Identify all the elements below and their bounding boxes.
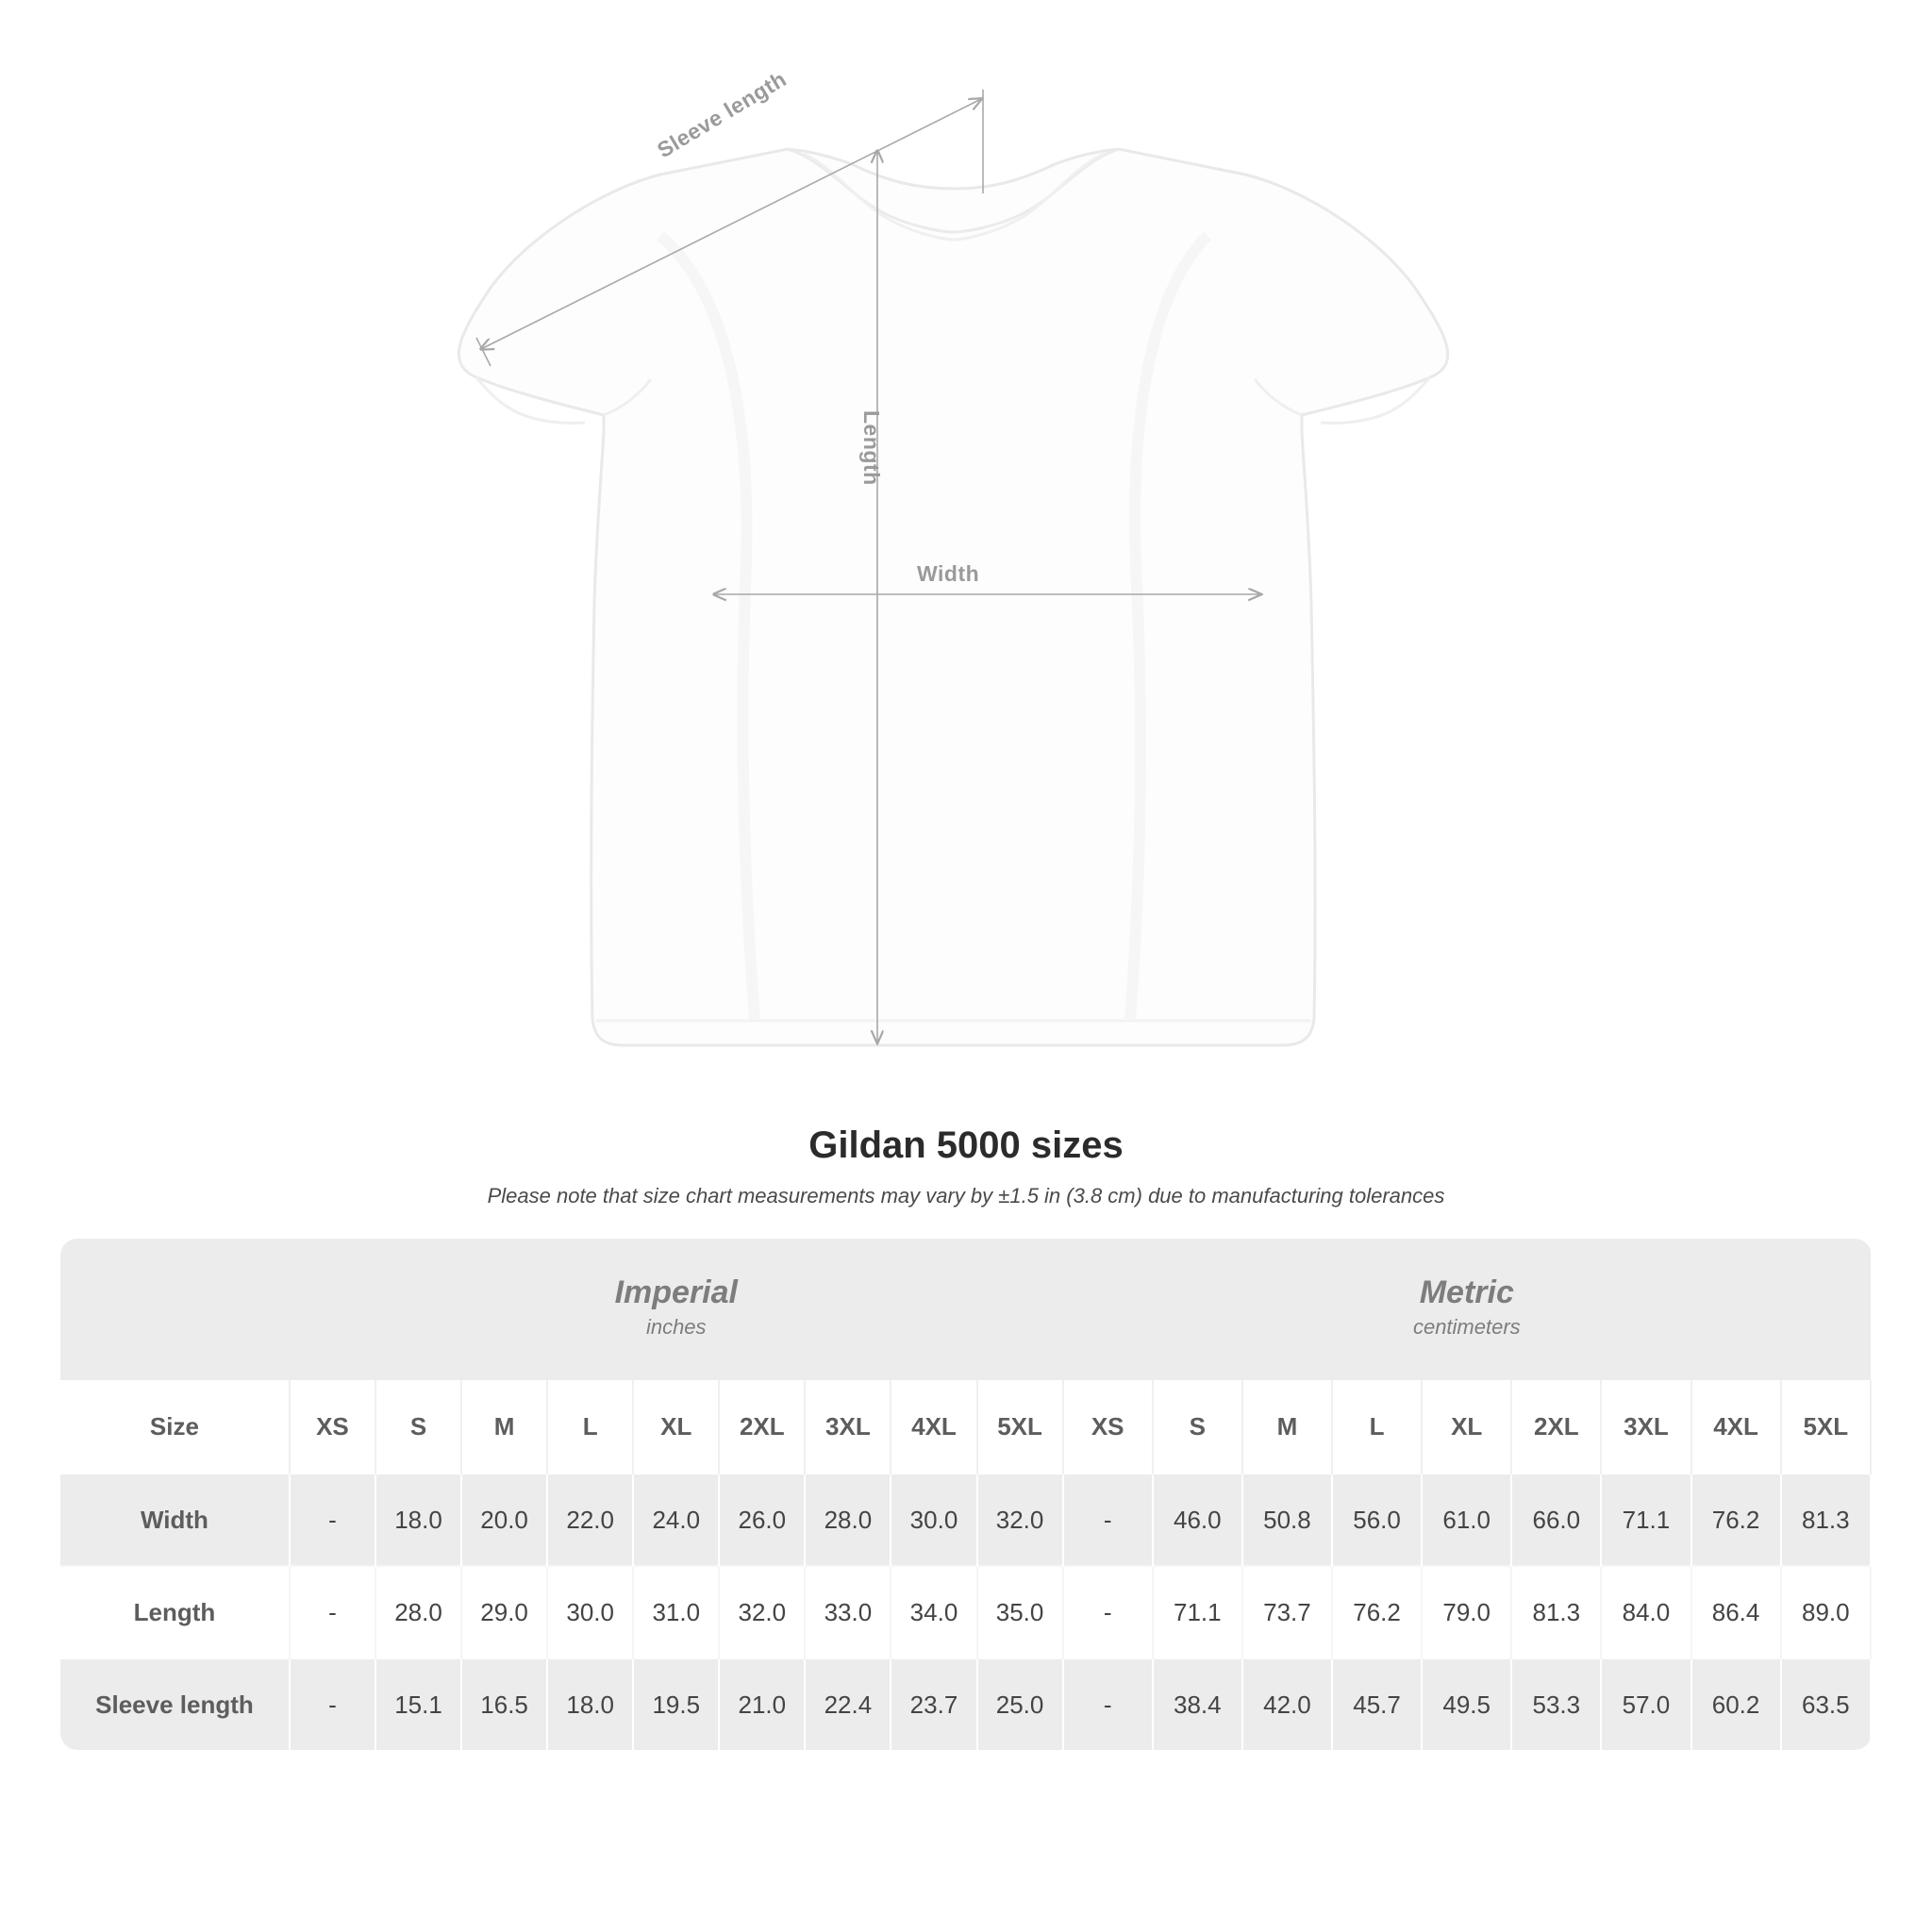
row-label-sleeve-length: Sleeve length xyxy=(60,1658,290,1750)
cell-width-metric-m: 50.8 xyxy=(1242,1474,1332,1566)
cell-length-imperial-xl: 31.0 xyxy=(633,1566,719,1658)
table-row-width xyxy=(60,1474,1871,1566)
cell-length-imperial-s: 28.0 xyxy=(375,1566,461,1658)
col-header-metric-m: M xyxy=(1242,1380,1332,1474)
cell-length-metric-4xl: 86.4 xyxy=(1691,1566,1781,1658)
cell-width-imperial-xl: 24.0 xyxy=(633,1474,719,1566)
cell-sleeve-imperial-xl: 19.5 xyxy=(633,1658,719,1750)
cell-width-imperial-3xl: 28.0 xyxy=(805,1474,891,1566)
table-corner xyxy=(60,1239,290,1380)
col-header-imperial-3xl: 3XL xyxy=(805,1380,891,1474)
cell-length-metric-m: 73.7 xyxy=(1242,1566,1332,1658)
cell-sleeve-metric-l: 45.7 xyxy=(1332,1658,1422,1750)
row-label-length: Length xyxy=(60,1566,290,1658)
row-label-width: Width xyxy=(60,1474,290,1566)
cell-width-metric-2xl: 66.0 xyxy=(1511,1474,1601,1566)
label-width: Width xyxy=(917,561,980,586)
cell-length-imperial-3xl: 33.0 xyxy=(805,1566,891,1658)
cell-sleeve-metric-2xl: 53.3 xyxy=(1511,1658,1601,1750)
cell-sleeve-imperial-m: 16.5 xyxy=(461,1658,547,1750)
table-row-length xyxy=(60,1566,1871,1658)
cell-width-imperial-s: 18.0 xyxy=(375,1474,461,1566)
cell-sleeve-imperial-l: 18.0 xyxy=(547,1658,633,1750)
cell-length-metric-3xl: 84.0 xyxy=(1601,1566,1690,1658)
cell-width-imperial-m: 20.0 xyxy=(461,1474,547,1566)
col-header-imperial-4xl: 4XL xyxy=(891,1380,976,1474)
col-header-metric-3xl: 3XL xyxy=(1601,1380,1690,1474)
unit-sub-metric: centimeters xyxy=(1412,1315,1521,1340)
size-header-row xyxy=(60,1380,1871,1474)
cell-sleeve-metric-xs: - xyxy=(1063,1658,1153,1750)
cell-width-imperial-2xl: 26.0 xyxy=(719,1474,805,1566)
label-sleeve-length: Sleeve length xyxy=(653,66,791,163)
cell-sleeve-metric-s: 38.4 xyxy=(1153,1658,1242,1750)
cell-sleeve-imperial-4xl: 23.7 xyxy=(891,1658,976,1750)
col-header-metric-5xl: 5XL xyxy=(1781,1380,1871,1474)
cell-sleeve-metric-xl: 49.5 xyxy=(1422,1658,1511,1750)
cell-width-metric-5xl: 81.3 xyxy=(1781,1474,1871,1566)
cell-width-imperial-5xl: 32.0 xyxy=(977,1474,1063,1566)
cell-sleeve-imperial-3xl: 22.4 xyxy=(805,1658,891,1750)
col-header-imperial-m: M xyxy=(461,1380,547,1474)
label-length: Length xyxy=(859,410,884,486)
unit-header-row xyxy=(60,1239,1871,1380)
col-header-metric-l: L xyxy=(1332,1380,1422,1474)
size-table xyxy=(60,1239,1872,1750)
unit-name-metric: Metric xyxy=(1419,1274,1514,1310)
cell-length-metric-s: 71.1 xyxy=(1153,1566,1242,1658)
shirt-shape xyxy=(458,149,1447,1045)
col-header-metric-xs: XS xyxy=(1063,1380,1153,1474)
cell-length-imperial-m: 29.0 xyxy=(461,1566,547,1658)
cell-width-metric-xl: 61.0 xyxy=(1422,1474,1511,1566)
cell-sleeve-metric-m: 42.0 xyxy=(1242,1658,1332,1750)
size-table-wrapper xyxy=(60,1239,1872,1750)
cell-sleeve-metric-4xl: 60.2 xyxy=(1691,1658,1781,1750)
cell-length-metric-l: 76.2 xyxy=(1332,1566,1422,1658)
cell-width-metric-l: 56.0 xyxy=(1332,1474,1422,1566)
cell-sleeve-imperial-5xl: 25.0 xyxy=(977,1658,1063,1750)
cell-sleeve-imperial-xs: - xyxy=(290,1658,375,1750)
tolerance-note: Please note that size chart measurements may vary by ±1.5 in (3.8 cm) due to manufacturing tolerances xyxy=(487,1184,1445,1208)
cell-width-imperial-l: 22.0 xyxy=(547,1474,633,1566)
cell-sleeve-imperial-s: 15.1 xyxy=(375,1658,461,1750)
page-title: Gildan 5000 sizes xyxy=(808,1124,1124,1166)
cell-length-imperial-xs: - xyxy=(290,1566,375,1658)
cell-length-metric-xs: - xyxy=(1063,1566,1153,1658)
col-header-imperial-xl: XL xyxy=(633,1380,719,1474)
cell-length-metric-xl: 79.0 xyxy=(1422,1566,1511,1658)
col-header-imperial-s: S xyxy=(375,1380,461,1474)
cell-sleeve-metric-5xl: 63.5 xyxy=(1781,1658,1871,1750)
unit-header-imperial xyxy=(290,1239,1063,1380)
cell-width-metric-s: 46.0 xyxy=(1153,1474,1242,1566)
col-header-imperial-l: L xyxy=(547,1380,633,1474)
cell-width-imperial-xs: - xyxy=(290,1474,375,1566)
cell-width-metric-xs: - xyxy=(1063,1474,1153,1566)
col-header-metric-s: S xyxy=(1153,1380,1242,1474)
col-header-metric-xl: XL xyxy=(1422,1380,1511,1474)
cell-length-metric-5xl: 89.0 xyxy=(1781,1566,1871,1658)
col-header-imperial-5xl: 5XL xyxy=(977,1380,1063,1474)
cell-length-imperial-2xl: 32.0 xyxy=(719,1566,805,1658)
table-row-sleeve-length xyxy=(60,1658,1871,1750)
chart-heading xyxy=(0,1124,1932,1208)
cell-length-imperial-4xl: 34.0 xyxy=(891,1566,976,1658)
col-header-metric-2xl: 2XL xyxy=(1511,1380,1601,1474)
unit-sub-imperial: inches xyxy=(645,1315,707,1340)
cell-width-imperial-4xl: 30.0 xyxy=(891,1474,976,1566)
col-header-imperial-xs: XS xyxy=(290,1380,375,1474)
cell-sleeve-metric-3xl: 57.0 xyxy=(1601,1658,1690,1750)
col-header-metric-4xl: 4XL xyxy=(1691,1380,1781,1474)
unit-name-imperial: Imperial xyxy=(614,1274,738,1310)
cell-width-metric-3xl: 71.1 xyxy=(1601,1474,1690,1566)
cell-length-imperial-l: 30.0 xyxy=(547,1566,633,1658)
cell-length-metric-2xl: 81.3 xyxy=(1511,1566,1601,1658)
size-label-cell: Size xyxy=(60,1380,290,1474)
cell-width-metric-4xl: 76.2 xyxy=(1691,1474,1781,1566)
unit-header-metric xyxy=(1063,1239,1871,1380)
col-header-imperial-2xl: 2XL xyxy=(719,1380,805,1474)
cell-sleeve-imperial-2xl: 21.0 xyxy=(719,1658,805,1750)
cell-length-imperial-5xl: 35.0 xyxy=(977,1566,1063,1658)
